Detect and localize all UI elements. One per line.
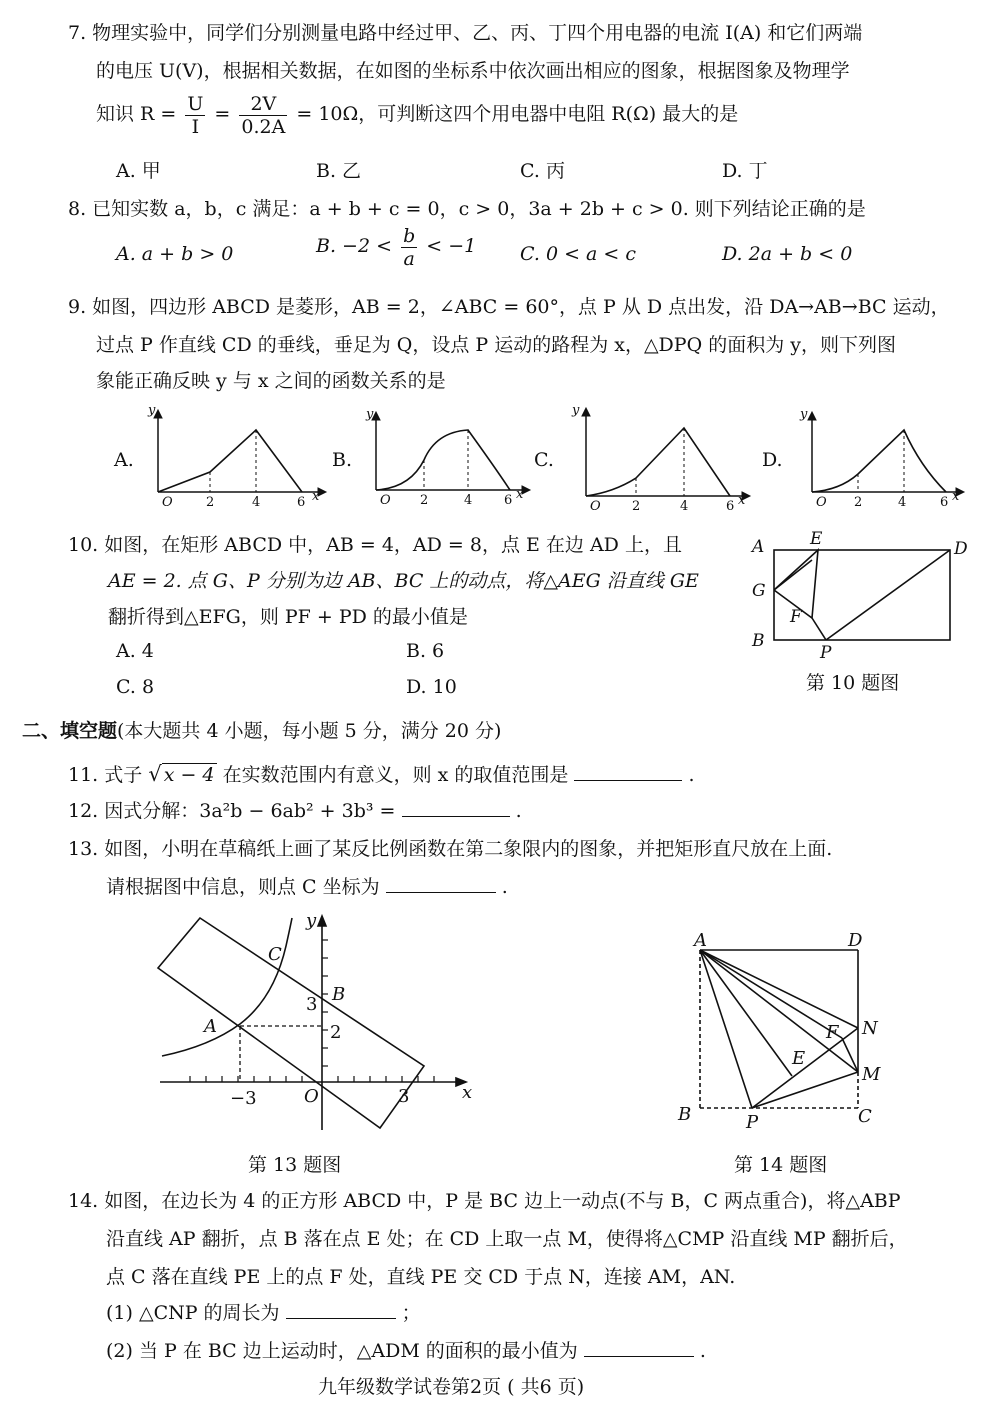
q14-line1: 14. 如图，在边长为 4 的正方形 ABCD 中，P 是 BC 边上一动点(不与 B，C 两点重合)，将△ABP: [68, 1190, 901, 1212]
q7-r-prefix: 知识 R =: [96, 103, 177, 125]
q12: 12. 因式分解：3a²b − 6ab² + 3b³ = .: [68, 800, 522, 822]
q14-sub1-answer-blank[interactable]: [286, 1300, 396, 1319]
svg-text:F: F: [790, 607, 802, 627]
svg-text:D: D: [848, 930, 863, 951]
q9-graph-c-label: C.: [534, 449, 554, 471]
svg-text:x: x: [738, 493, 746, 508]
svg-text:O: O: [162, 495, 173, 510]
q10-caption: 第 10 题图: [806, 672, 900, 694]
svg-text:x: x: [462, 1082, 473, 1103]
svg-text:C: C: [858, 1106, 872, 1127]
svg-text:B: B: [332, 984, 346, 1005]
q14-line3: 点 C 落在直线 PE 上的点 F 处，直线 PE 交 CD 于点 N，连接 AM，AN.: [106, 1266, 736, 1288]
svg-text:A: A: [694, 930, 707, 951]
svg-text:E: E: [792, 1048, 806, 1069]
svg-text:2: 2: [420, 493, 429, 508]
q9-graph-d[interactable]: [762, 407, 964, 510]
svg-text:D: D: [954, 539, 968, 559]
svg-text:2: 2: [632, 499, 641, 514]
svg-text:O: O: [816, 495, 827, 510]
svg-text:B: B: [678, 1104, 692, 1125]
q7-r-suffix: = 10Ω，可判断这四个用电器中电阻 R(Ω) 最大的是: [296, 103, 739, 125]
q9-graph-a-label: A.: [114, 449, 134, 471]
q10-option-d[interactable]: D. 10: [406, 676, 457, 698]
q9-graph-b[interactable]: [332, 407, 530, 508]
q8-option-a[interactable]: A. a + b > 0: [116, 243, 234, 265]
q9-line1: 9. 如图，四边形 ABCD 是菱形，AB = 2，∠ABC = 60°，点 P 从 D 点出发，沿 DA→AB→BC 运动，: [68, 296, 950, 318]
svg-text:E: E: [810, 529, 823, 549]
q13-line1: 13. 如图，小明在草稿纸上画了某反比例函数在第二象限内的图象，并把矩形直尺放在上面.: [68, 838, 833, 860]
q13-answer-blank[interactable]: [386, 874, 496, 893]
svg-text:M: M: [862, 1064, 881, 1085]
svg-text:F: F: [826, 1022, 839, 1043]
svg-text:O: O: [590, 499, 601, 514]
q8-option-b[interactable]: B. −2 < $\frac{b}{a}$ < −1: [316, 224, 477, 270]
svg-text:4: 4: [898, 495, 907, 510]
svg-text:A: A: [752, 537, 765, 557]
q8-option-c[interactable]: C. 0 < a < c: [520, 243, 636, 265]
q10-figure: [740, 528, 980, 658]
svg-text:B: B: [752, 631, 765, 651]
q10-line1: 10. 如图，在矩形 ABCD 中，AB = 4，AD = 8，点 E 在边 AD 上，且: [68, 534, 682, 556]
svg-text:G: G: [752, 581, 766, 601]
svg-text:2: 2: [206, 495, 215, 510]
q8-stem: 8. 已知实数 a，b，c 满足：a + b + c = 0，c > 0，3a + 2b + c > 0. 则下列结论正确的是: [68, 198, 866, 220]
svg-text:O: O: [304, 1086, 319, 1107]
q7-fraction-ui: $\frac{U}{I}$: [187, 92, 204, 138]
svg-text:4: 4: [464, 493, 473, 508]
section2-note: (本大题共 4 小题，每小题 5 分，满分 20 分): [117, 720, 502, 742]
svg-text:6: 6: [504, 493, 513, 508]
q11: 11. 式子 √ x − 4 在实数范围内有意义，则 x 的取值范围是 .: [68, 762, 695, 786]
q10-option-a[interactable]: A. 4: [116, 640, 154, 662]
svg-text:y: y: [306, 910, 317, 931]
svg-text:x: x: [952, 489, 960, 504]
q9-graph-c[interactable]: [534, 403, 750, 514]
svg-text:A: A: [204, 1016, 217, 1037]
q7-option-d[interactable]: D. 丁: [722, 160, 768, 182]
q9-graph-a[interactable]: [113, 403, 326, 510]
svg-text:y: y: [572, 403, 580, 418]
q9-line2: 过点 P 作直线 CD 的垂线，垂足为 Q，设点 P 运动的路程为 x，△DPQ 的面积为 y，则下列图: [96, 334, 896, 356]
svg-text:N: N: [862, 1018, 878, 1039]
svg-text:2: 2: [854, 495, 863, 510]
svg-text:O: O: [380, 493, 391, 508]
q7-line2: 的电压 U(V)，根据相关数据，在如图的坐标系中依次画出相应的图象，根据图象及物理学: [96, 60, 850, 82]
svg-text:C: C: [268, 944, 282, 965]
section2-heading: [22, 716, 501, 743]
svg-text:4: 4: [680, 499, 689, 514]
section2-title: 二、填空题: [22, 720, 118, 742]
q8-option-d[interactable]: D. 2a + b < 0: [722, 243, 853, 265]
q7-line3: 知识 R = $\frac{U}{I}$ = $\frac{2V}{0.2A}$ = 10Ω，可判断这四个用电器中电阻 R(Ω) 最大的是: [96, 92, 739, 138]
svg-text:3: 3: [398, 1086, 410, 1107]
q11-radical: √ x − 4: [148, 762, 215, 786]
q13-caption: 第 13 题图: [248, 1154, 342, 1176]
q14-sub2-answer-blank[interactable]: [584, 1338, 694, 1357]
q8-fraction-b-over-a: $\frac{b}{a}$: [403, 224, 416, 270]
svg-text:y: y: [800, 407, 808, 422]
svg-text:y: y: [366, 407, 374, 422]
q11-answer-blank[interactable]: [574, 762, 682, 781]
svg-text:x: x: [516, 487, 524, 502]
q10-line3: 翻折得到△EFG，则 PF + PD 的最小值是: [108, 606, 468, 628]
q12-answer-blank[interactable]: [402, 798, 510, 817]
q7-option-a[interactable]: A. 甲: [116, 160, 161, 182]
q10-option-b[interactable]: B. 6: [406, 640, 445, 662]
svg-text:3: 3: [306, 994, 318, 1015]
q10-line2: AE = 2. 点 G、P 分别为边 AB、BC 上的动点，将△AEG 沿直线 GE: [108, 570, 699, 592]
svg-text:x: x: [312, 489, 320, 504]
q14-sub2: (2) 当 P 在 BC 边上运动时，△ADM 的面积的最小值为 .: [106, 1340, 706, 1362]
q7-fraction-values: $\frac{2V}{0.2A}$: [241, 92, 286, 138]
svg-text:6: 6: [940, 495, 949, 510]
q7-option-b[interactable]: B. 乙: [316, 160, 362, 182]
svg-text:P: P: [746, 1112, 759, 1133]
q14-figure: [672, 924, 902, 1134]
q9-graph-b-label: B.: [332, 449, 353, 471]
q13-line2: 请根据图中信息，则点 C 坐标为 .: [106, 876, 508, 898]
q14-caption: 第 14 题图: [734, 1154, 828, 1176]
svg-text:6: 6: [297, 495, 306, 510]
svg-text:−3: −3: [230, 1088, 257, 1109]
q14-line2: 沿直线 AP 翻折，点 B 落在点 E 处；在 CD 上取一点 M，使得将△CMP 沿直线 MP 翻折后，: [106, 1228, 908, 1250]
page-footer: 九年级数学试卷第2页 ( 共6 页): [318, 1376, 585, 1398]
q9-graph-d-label: D.: [762, 449, 783, 471]
q7-line1: 7. 物理实验中，同学们分别测量电路中经过甲、乙、丙、丁四个用电器的电流 I(A) 和它们两端: [68, 22, 863, 44]
q13-figure: [150, 906, 490, 1136]
svg-text:6: 6: [726, 499, 735, 514]
svg-text:y: y: [148, 403, 156, 418]
svg-text:P: P: [820, 643, 832, 658]
q14-sub1: (1) △CNP 的周长为 ；: [106, 1302, 421, 1324]
q9-graph-options: [0, 400, 992, 520]
svg-text:2: 2: [330, 1022, 342, 1043]
q7-option-c[interactable]: C. 丙: [520, 160, 565, 182]
q10-option-c[interactable]: C. 8: [116, 676, 155, 698]
svg-text:4: 4: [252, 495, 261, 510]
q9-line3: 象能正确反映 y 与 x 之间的函数关系的是: [96, 370, 446, 392]
